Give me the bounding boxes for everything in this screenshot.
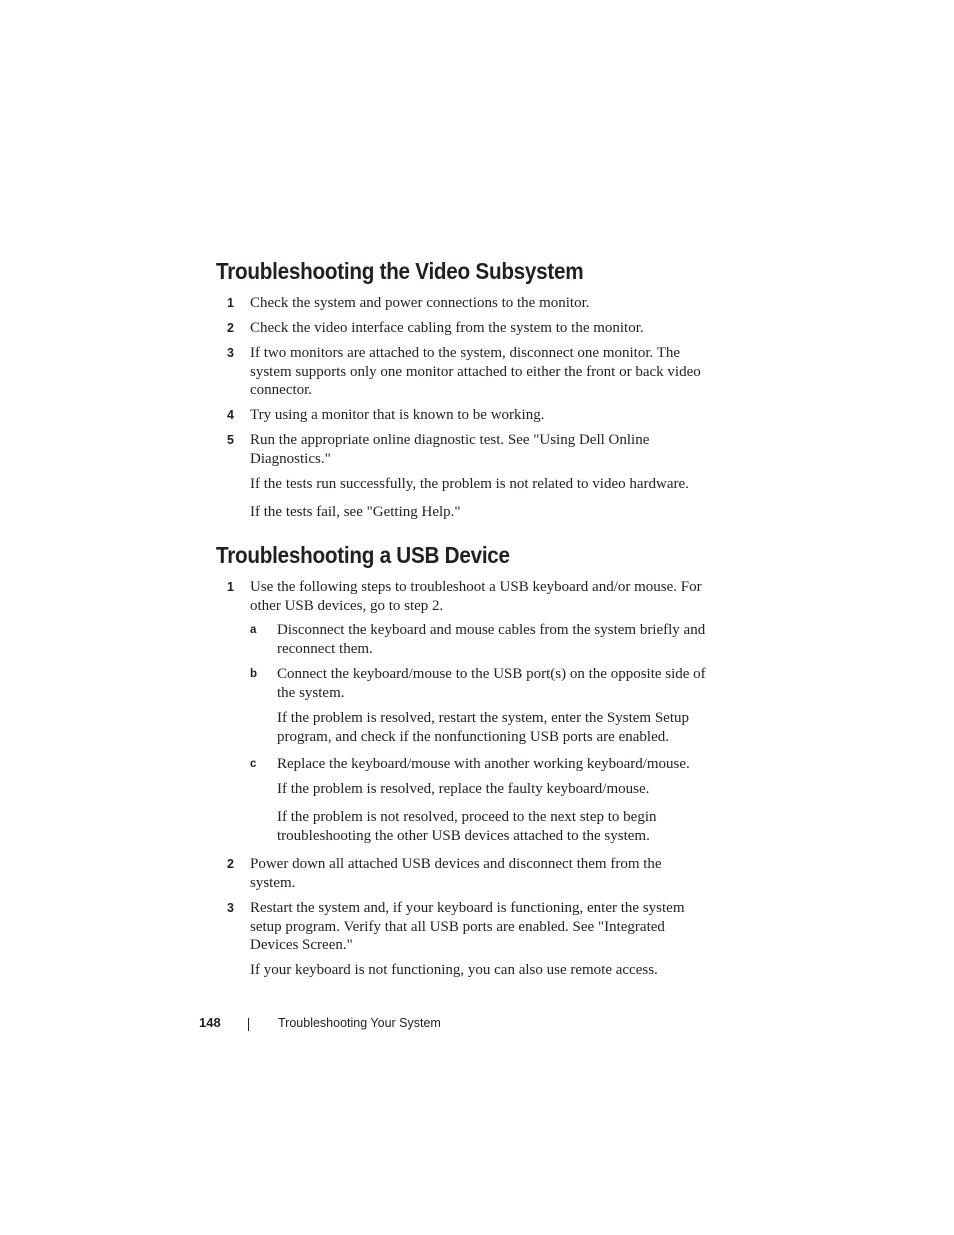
- note-text: If the tests run successfully, the problem is not related to video hardware.: [250, 476, 689, 492]
- step-number: 1: [227, 580, 234, 594]
- section-title-usb: Troubleshooting a USB Device: [216, 542, 510, 568]
- step-text: Restart the system and, if your keyboard is functioning, enter the system setup program. Verify that all USB ports are enabled. See "Integrated Devices Screen.": [250, 900, 685, 953]
- step-text: If two monitors are attached to the system, disconnect one monitor. The system supports only one monitor attached to either the front or back video connector.: [250, 345, 701, 398]
- note-text: If the problem is resolved, replace the faulty keyboard/mouse.: [277, 781, 650, 797]
- substep-text: Connect the keyboard/mouse to the USB port(s) on the opposite side of the system.: [277, 666, 706, 701]
- step-text: Power down all attached USB devices and disconnect them from the system.: [250, 856, 662, 891]
- substep-text: Replace the keyboard/mouse with another working keyboard/mouse.: [277, 756, 690, 772]
- footer-divider: [248, 1018, 249, 1031]
- step-number: 2: [227, 857, 234, 871]
- step-number: 3: [227, 346, 234, 360]
- step-number: 3: [227, 901, 234, 915]
- substep-text: Disconnect the keyboard and mouse cables from the system briefly and reconnect them.: [277, 622, 706, 657]
- substep-letter: c: [250, 758, 257, 770]
- step-text: Check the system and power connections to the monitor.: [250, 295, 590, 311]
- note-text: If the problem is not resolved, proceed to the next step to begin troubleshooting the other USB devices attached to the system.: [277, 809, 657, 844]
- note-text: If your keyboard is not functioning, you can also use remote access.: [250, 962, 658, 978]
- page-number: 148: [199, 1015, 221, 1030]
- step-text: Run the appropriate online diagnostic test. See "Using Dell Online Diagnostics.": [250, 432, 650, 467]
- note-text: If the tests fail, see "Getting Help.": [250, 504, 461, 520]
- substep-letter: b: [250, 668, 258, 680]
- footer-section-title: Troubleshooting Your System: [278, 1016, 441, 1030]
- step-number: 1: [227, 296, 234, 310]
- step-number: 4: [227, 408, 234, 422]
- step-text: Try using a monitor that is known to be working.: [250, 407, 545, 423]
- section-title-video: Troubleshooting the Video Subsystem: [216, 258, 584, 284]
- note-text: If the problem is resolved, restart the system, enter the System Setup program, and check if the nonfunctioning USB ports are enabled.: [277, 710, 689, 745]
- step-text: Check the video interface cabling from the system to the monitor.: [250, 320, 644, 336]
- step-number: 5: [227, 433, 234, 447]
- substep-letter: a: [250, 624, 257, 636]
- step-number: 2: [227, 321, 234, 335]
- step-text: Use the following steps to troubleshoot a USB keyboard and/or mouse. For other USB devices, go to step 2.: [250, 579, 702, 614]
